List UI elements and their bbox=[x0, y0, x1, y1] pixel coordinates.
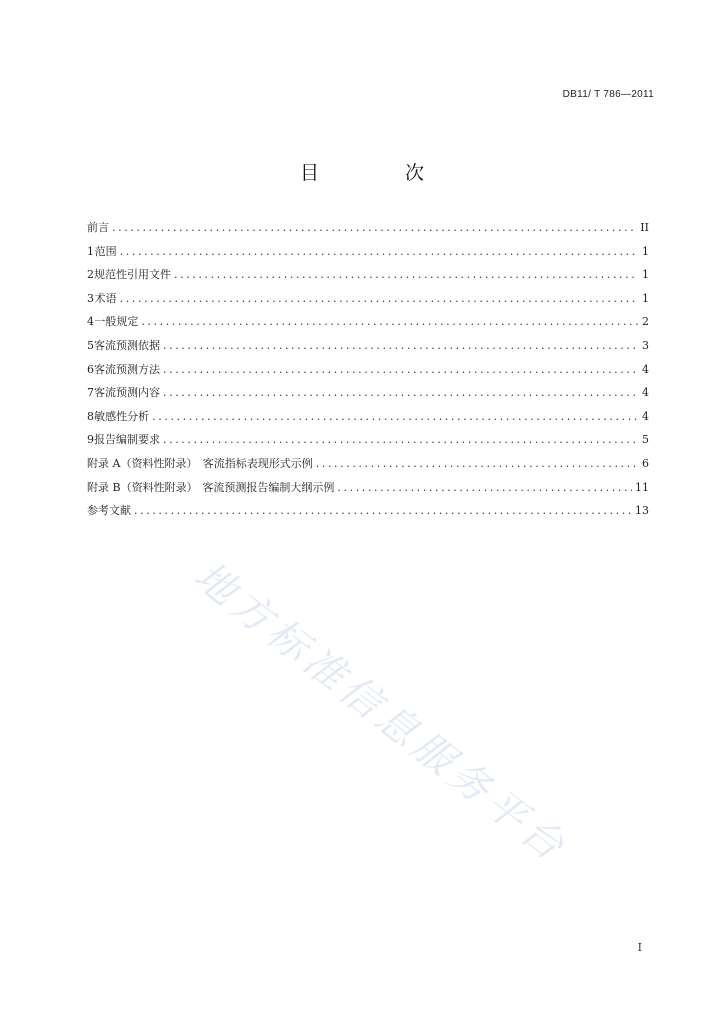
toc-entry-label: 规范性引用文件 bbox=[94, 268, 171, 282]
toc-page-number: II bbox=[640, 221, 649, 234]
toc-entry-appendix-title: 客流预测报告编制大纲示例 bbox=[202, 480, 335, 494]
watermark: 地方标准信息服务平台 bbox=[185, 553, 577, 873]
toc-entry-label: 客流预测方法 bbox=[94, 362, 161, 376]
toc-entry-general-provisions[interactable] bbox=[87, 314, 649, 338]
toc-page-number: 11 bbox=[635, 480, 649, 494]
toc-leader-dots bbox=[337, 480, 632, 496]
toc-entry-number: 3 bbox=[87, 291, 94, 305]
toc-page-number: 1 bbox=[642, 268, 649, 282]
toc-entry-normative-references[interactable] bbox=[87, 267, 649, 291]
toc-leader-dots bbox=[163, 385, 638, 401]
toc-leader-dots bbox=[316, 456, 638, 472]
toc-entry-foreword[interactable] bbox=[87, 220, 649, 244]
table-of-contents bbox=[87, 220, 649, 527]
toc-leader-dots bbox=[163, 362, 638, 378]
toc-entry-number: 9 bbox=[87, 433, 94, 447]
toc-leader-dots bbox=[163, 432, 638, 448]
toc-entry-number: 2 bbox=[87, 268, 94, 282]
toc-entry-label: 前言 bbox=[87, 221, 109, 234]
toc-entry-number: 7 bbox=[87, 386, 94, 400]
toc-leader-dots bbox=[141, 314, 638, 330]
toc-leader-dots bbox=[152, 409, 638, 425]
toc-entry-report-requirements[interactable] bbox=[87, 432, 649, 456]
toc-entry-number: 5 bbox=[87, 338, 94, 352]
toc-page-number: 1 bbox=[642, 244, 649, 258]
toc-entry-number: 6 bbox=[87, 362, 94, 376]
toc-entry-forecast-method[interactable] bbox=[87, 362, 649, 386]
toc-entry-appendix-a[interactable] bbox=[87, 456, 649, 480]
toc-entry-scope[interactable] bbox=[87, 244, 649, 268]
toc-entry-label: 参考文献 bbox=[87, 504, 131, 518]
toc-entry-label: 客流预测依据 bbox=[94, 338, 161, 352]
toc-entry-bibliography[interactable] bbox=[87, 503, 649, 527]
toc-entry-label: 报告编制要求 bbox=[94, 433, 161, 447]
toc-page-number: 5 bbox=[642, 433, 649, 447]
toc-page-number: 6 bbox=[642, 456, 649, 470]
toc-leader-dots bbox=[163, 338, 638, 354]
toc-entry-label: 范围 bbox=[94, 244, 117, 258]
toc-entry-appendix-b[interactable] bbox=[87, 480, 649, 504]
toc-page-number: 1 bbox=[642, 291, 649, 305]
toc-leader-dots bbox=[134, 503, 632, 519]
toc-leader-dots bbox=[112, 220, 637, 236]
toc-entry-label: 客流预测内容 bbox=[94, 386, 161, 400]
toc-entry-number: 1 bbox=[87, 244, 94, 258]
toc-page-number: 4 bbox=[642, 409, 649, 423]
toc-entry-forecast-basis[interactable] bbox=[87, 338, 649, 362]
toc-entry-label: 附录 B（资料性附录） bbox=[87, 480, 198, 494]
toc-leader-dots bbox=[120, 291, 638, 307]
toc-entry-terms[interactable] bbox=[87, 291, 649, 315]
toc-entry-number: 4 bbox=[87, 315, 94, 329]
toc-entry-forecast-content[interactable] bbox=[87, 385, 649, 409]
toc-entry-label: 术语 bbox=[94, 291, 117, 305]
toc-page-number: 3 bbox=[642, 338, 649, 352]
toc-entry-appendix-title: 客流指标表现形式示例 bbox=[202, 456, 313, 470]
document-code: DB11/ T 786—2011 bbox=[562, 89, 654, 100]
toc-entry-label: 敏感性分析 bbox=[94, 409, 150, 423]
toc-leader-dots bbox=[120, 244, 638, 260]
toc-entry-number: 8 bbox=[87, 409, 94, 423]
toc-entry-label: 附录 A（资料性附录） bbox=[87, 456, 198, 470]
toc-entry-label: 一般规定 bbox=[94, 315, 139, 329]
toc-entry-sensitivity-analysis[interactable] bbox=[87, 409, 649, 433]
toc-page-number: 4 bbox=[642, 362, 649, 376]
toc-leader-dots bbox=[174, 267, 638, 283]
toc-page-number: 2 bbox=[642, 315, 649, 329]
page-number: I bbox=[637, 941, 642, 954]
toc-page-number: 4 bbox=[642, 386, 649, 400]
toc-title: 目 次 bbox=[299, 162, 465, 184]
toc-page-number: 13 bbox=[635, 504, 649, 518]
